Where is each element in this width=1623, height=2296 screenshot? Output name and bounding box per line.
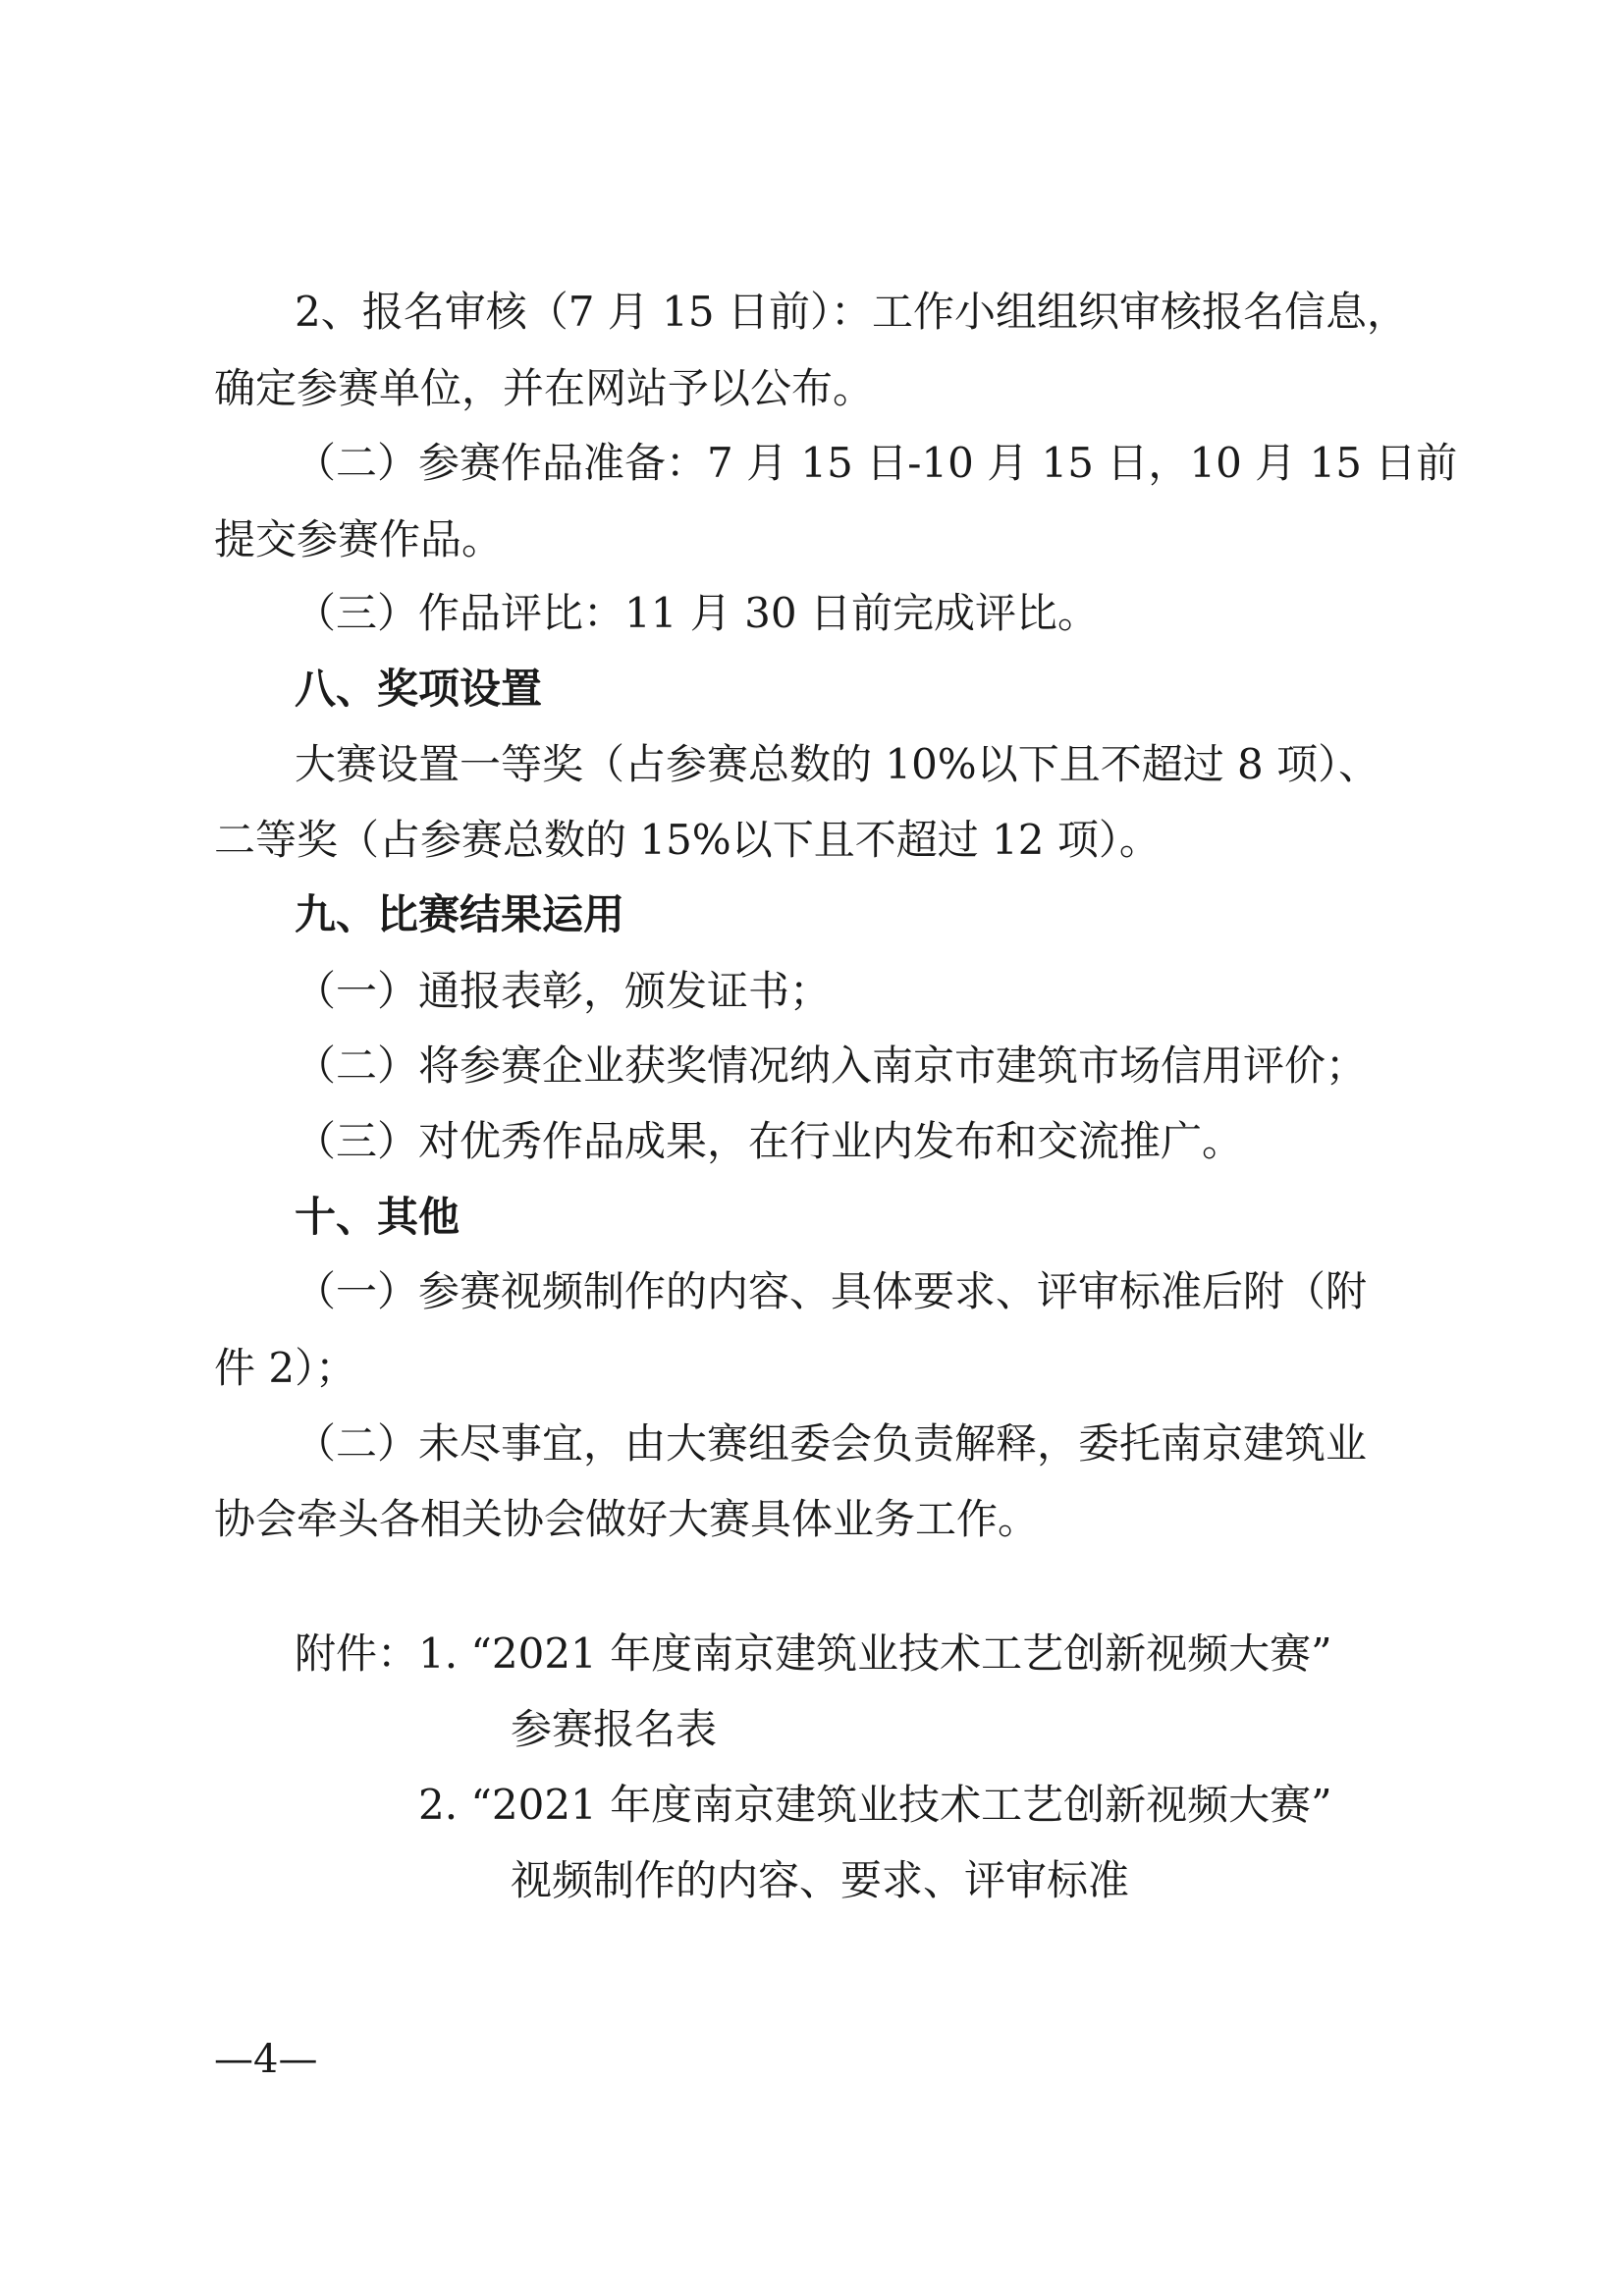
s10-item2-line1: （二）未尽事宜，由大赛组委会负责解释，委托南京建筑业: [295, 1419, 1368, 1468]
s10-item1-line1: （一）参赛视频制作的内容、具体要求、评审标准后附（附: [295, 1267, 1368, 1315]
s9-item3: （三）对优秀作品成果，在行业内发布和交流推广。: [295, 1117, 1244, 1165]
s7-sub3: （三）作品评比：11 月 30 日前完成评比。: [295, 589, 1099, 637]
s9-item1: （一）通报表彰，颁发证书；: [295, 967, 832, 1015]
attachments-label: 附件：: [295, 1629, 419, 1678]
s9-item2: （二）将参赛企业获奖情况纳入南京市建筑市场信用评价；: [295, 1041, 1368, 1090]
s7-item2-line2: 确定参赛单位，并在网站予以公布。: [214, 364, 875, 412]
page-number: —4—: [214, 2037, 318, 2082]
section-8-heading: 八、奖项设置: [295, 665, 543, 713]
attachment-1-line1: 1. “2021 年度南京建筑业技术工艺创新视频大赛”: [418, 1629, 1332, 1678]
s7-sub2-line1: （二）参赛作品准备：7 月 15 日-10 月 15 日，10 月 15 日前: [295, 439, 1458, 487]
attachment-2-line1: 2. “2021 年度南京建筑业技术工艺创新视频大赛”: [418, 1781, 1332, 1829]
s10-item1-line2: 件 2）；: [214, 1344, 357, 1392]
attachment-1-line2: 参赛报名表: [511, 1705, 718, 1753]
section-9-heading: 九、比赛结果运用: [295, 890, 625, 938]
s7-item2-line1: 2、报名审核（7 月 15 日前）：工作小组组织审核报名信息，: [295, 288, 1408, 336]
s7-sub2-line2: 提交参赛作品。: [214, 515, 504, 563]
s10-item2-line2: 协会牵头各相关协会做好大赛具体业务工作。: [214, 1495, 1040, 1543]
attachment-2-line2: 视频制作的内容、要求、评审标准: [511, 1856, 1130, 1904]
s8-body-line1: 大赛设置一等奖（占参赛总数的 10%以下且不超过 8 项）、: [295, 740, 1380, 788]
s8-body-line2: 二等奖（占参赛总数的 15%以下且不超过 12 项）。: [214, 816, 1161, 864]
section-10-heading: 十、其他: [295, 1193, 460, 1241]
